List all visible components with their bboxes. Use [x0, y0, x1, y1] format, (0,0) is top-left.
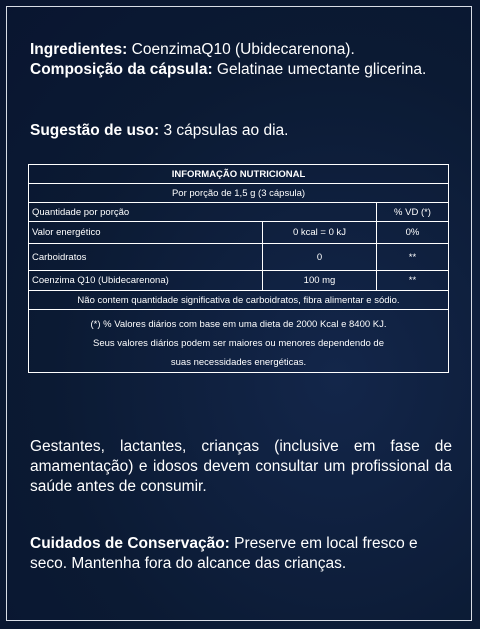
table-portion-row [29, 184, 448, 203]
table-portion: Por porção de 1,5 g (3 cápsula) [171, 187, 306, 199]
row-vd: 0% [405, 227, 420, 238]
row-name: Coenzima Q10 (Ubidecarenona) [29, 271, 263, 290]
care-value: Preserve em local fresco e seco. Mantenha fora do alcance das crianças. [30, 535, 418, 572]
ingredients-label: Ingredientes: [30, 41, 128, 58]
row-amount: 100 mg [263, 271, 377, 290]
header-vd: % VD (*) [394, 206, 431, 218]
note-line: Seus valores diários podem ser maiores ou menores dependendo de [93, 337, 384, 349]
suggestion-section [30, 121, 452, 141]
care-section [30, 534, 452, 574]
table-footnote: Não contem quantidade significativa de carboidratos, fibra alimentar e sódio. [77, 294, 400, 306]
care-label: Cuidados de Conservação: [30, 535, 230, 552]
table-header-row [29, 203, 448, 222]
suggestion-value: 3 cápsulas ao dia. [159, 122, 289, 139]
note-line: (*) % Valores diários com base em uma dieta de 2000 Kcal e 8400 KJ. [90, 318, 387, 330]
row-amount: 0 [263, 244, 377, 270]
suggestion-label: Sugestão de uso: [30, 122, 160, 139]
table-row [29, 244, 448, 271]
capsule-label: Composição da cápsula: [30, 61, 213, 78]
nutrition-table [28, 164, 449, 373]
capsule-value: Gelatinae umectante glicerina. [212, 61, 427, 78]
warning-text: Gestantes, lactantes, crianças (inclusive em fase de amamentação) e idosos devem consultar um profissional da saúde antes de consumir. [30, 438, 452, 495]
table-title-row [29, 165, 448, 184]
table-footnote-row [29, 291, 448, 310]
table-notes [29, 310, 448, 372]
row-vd: ** [408, 251, 417, 263]
row-name: Valor energético [29, 222, 263, 243]
row-vd: ** [408, 275, 417, 286]
ingredients-section [30, 40, 452, 80]
table-title: INFORMAÇÃO NUTRICIONAL [171, 168, 306, 180]
table-row [29, 271, 448, 291]
row-amount: 0 kcal = 0 kJ [263, 222, 377, 243]
ingredients-value: CoenzimaQ10 (Ubidecarenona). [127, 41, 355, 58]
row-name: Carboidratos [29, 244, 263, 270]
header-quantity: Quantidade por porção [29, 203, 377, 221]
table-notes-row [29, 310, 448, 372]
table-row [29, 222, 448, 244]
note-line: suas necessidades energéticas. [170, 356, 307, 368]
